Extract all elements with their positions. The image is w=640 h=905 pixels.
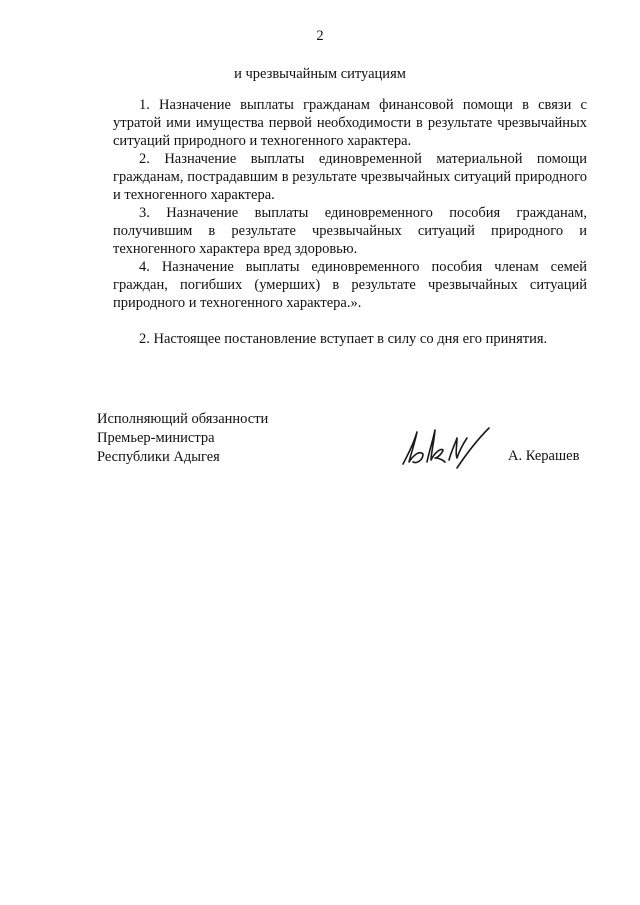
signatory-title-line-3: Республики Адыгея — [97, 449, 220, 465]
paragraph-item-4: 4. Назначение выплаты единовременного пособия членам семей граждан, погибших (умерших) в результате чрезвычайных ситуаций природного и техногенного характера.». — [113, 259, 587, 311]
signatory-name: А. Керашев — [508, 448, 580, 464]
paragraph-item-3: 3. Назначение выплаты единовременного пособия гражданам, получившим в результате чрезвычайных ситуаций природного и техногенного характера вред здоровью. — [113, 205, 587, 257]
continuation-heading: и чрезвычайным ситуациям — [234, 66, 406, 82]
paragraph-item-2: 2. Назначение выплаты единовременной материальной помощи гражданам, пострадавшим в результате чрезвычайных ситуаций природного и техногенного характера. — [113, 151, 587, 203]
document-body — [113, 96, 587, 348]
paragraph-item-1: 1. Назначение выплаты гражданам финансовой помощи в связи с утратой ими имущества первой необходимости в результате чрезвычайных ситуаций природного и техногенного характера. — [113, 97, 587, 149]
signatory-title-line-2: Премьер-министра — [97, 430, 215, 446]
handwritten-signature — [397, 420, 493, 472]
page-number: 2 — [316, 28, 324, 44]
final-clause: 2. Настоящее постановление вступает в силу со дня его принятия. — [139, 331, 548, 347]
signatory-title-line-1: Исполняющий обязанности — [97, 411, 269, 427]
signatory-title — [97, 410, 397, 467]
